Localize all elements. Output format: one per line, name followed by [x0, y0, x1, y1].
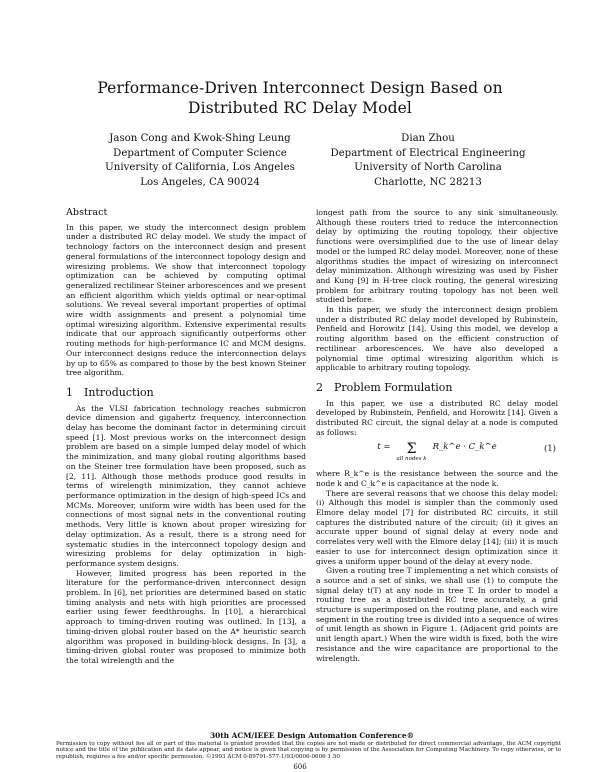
abstract-text: In this paper, we study the interconnect design problem under a distributed RC delay model. We study the impact of technology factors on the interconnect design and present general formulations of the interconnect topology design and wiresizing problems. We show that interconnect topology optimization can be achieved by computing optimal generalized rectilinear Steiner arborescences and we present an efficient algorithm which yields optimal or near-optimal solutions. We reveal several important properties of optimal wire width assignments and present a polynomial time optimal wiresizing algorithm. Extensive experimental results indicate that our approach significantly outperforms other routing methods for high-performance IC and MCM designs. Our interconnect designs reduce the interconnection delays by up to 65% as compared to those by the best known Steiner tree algorithm. — [66, 222, 306, 378]
conference-footer: 30th ACM/IEEE Design Automation Conference® — [209, 731, 415, 740]
problem-paragraph: where R_k^e is the resistance between the source and the node k and C_k^e is capacitance at the node k. — [316, 469, 558, 488]
intro-paragraph: As the VLSI fabrication technology reaches submicron device dimension and gigahertz frequency, interconnection delay has become the dominant factor in determining circuit speed [1]. Most previous works on the interconnect design problem are based on a simple lumped delay model of which the minimization, and many global routing algorithms based on the Steiner tree formulation have been proposed, such as [2, 11]. Although those methods produce good results in terms of wirelength minimization, they cannot achieve performance optimization in the design of high-speed ICs and MCMs. Moreover, uniform wire width has been used for the connections of most signal nets in the conventional routing methods. Very little is known about proper wiresizing for delay optimization. As a result, there is a strong need for systematic studies in the interconnect topology design and wiresizing problems for delay optimization in high-performance system designs. — [66, 403, 306, 568]
author-dept: Department of Computer Science — [113, 147, 287, 159]
page-number: 606 — [293, 763, 307, 771]
equation-number: (1) — [543, 444, 556, 455]
section-heading-problem — [316, 380, 558, 394]
author-names: Jason Cong and Kwok-Shing Leung — [109, 133, 291, 144]
paper-title-line1: Performance-Driven Interconnect Design Based on — [97, 79, 503, 97]
sigma-glyph: Σ — [406, 441, 417, 458]
problem-paragraph: There are several reasons that we choose this delay model: (i) Although this model is simpler than the commonly used Elmore delay model [7] for distributed RC circuits, it still captures the distributed nature of the circuit; (ii) it gives an accurate upper bound of signal delay at every node and correlates very well with the Elmore delay [14]; (iii) it is much easier to use for interconnect design optimization since it gives a uniform upper bound of the delay at every node. — [316, 488, 558, 566]
right-column — [316, 208, 558, 663]
author-city: Charlotte, NC 28213 — [374, 176, 482, 188]
author-dept: Department of Electrical Engineering — [330, 147, 526, 159]
author-block-left — [95, 132, 305, 190]
problem-paragraph: In this paper, we use a distributed RC delay model developed by Rubinstein, Penfield, and Horowitz [14]. Given a distributed RC circuit, the signal delay at a node is computed as follows: — [316, 398, 558, 437]
paper-title-line2: Distributed RC Delay Model — [188, 99, 412, 117]
section-title: Introduction — [84, 385, 154, 399]
abstract-heading: Abstract — [66, 207, 108, 218]
section-number: 1 — [66, 385, 73, 399]
author-city: Los Angeles, CA 90024 — [140, 176, 260, 188]
section-number: 2 — [316, 380, 323, 394]
problem-paragraph: Given a routing tree T implementing a net which consists of a source and a set of sinks, we shall use (1) to compute the signal delay t(T) at any node in tree T. In order to model a routing tree as a distributed RC tree accurately, a grid structure is superimposed on the routing plane, and each wire segment in the routing tree is divided into a sequence of wires of unit length as shown in Figure 1. (Adjacent grid points are unit length apart.) When the wire width is fixed, both the wire resistance and the wire capacitance are proportional to the wirelength. — [316, 566, 558, 663]
section-title: Problem Formulation — [334, 380, 453, 394]
summation-subscript: all nodes k — [396, 456, 427, 463]
author-univ: University of California, Los Angeles — [105, 162, 295, 173]
summation-symbol — [397, 443, 427, 465]
copyright-notice: Permission to copy without fee all or part of this material is granted provided that the copies are not made or distributed for direct commercial advantage, the ACM copyright notice and the title of the publication and its date appear, and notice is given that copying is by permission of the Association for Computing Machinery. To copy otherwise, or to republish, requires a fee and/or specific permission. ©1993 ACM 0-89791-577-1/93/0006-0606 1.50 — [56, 741, 561, 760]
author-names: Dian Zhou — [401, 133, 455, 144]
equation-rhs: R_k^e · C_k^e — [432, 442, 497, 453]
intro-paragraph-cont: longest path from the source to any sink simultaneously. Although these routers tried to reduce the interconnection delay by optimizing the routing topology, their objective functions were oversimplified due to the use of linear delay model or the lumped RC delay model. Moreover, none of these algorithms studies the impact of wiresizing on interconnect delay minimization. Although wiresizing was used by Fisher and Kung [9] in H-tree clock routing, the general wiresizing problem for arbitrary routing topology has not been well studied before. — [316, 208, 558, 305]
intro-paragraph: However, limited progress has been reported in the literature for the performance-driven interconnect design problem. In [6], net priorities are determined based on static timing analysis and nets with high priorities are processed earlier using fewer feedthroughs. In [10], a hierarchical approach to timing-driven routing was outlined. In [13], a timing-driven global router based on the A* heuristic search algorithm was proposed in building-block designs. In [3], a timing-driven global router was proposed to minimize both the total wirelength and the — [66, 568, 306, 665]
equation-lhs: t = — [377, 442, 391, 453]
left-column — [66, 208, 306, 666]
author-block-right — [318, 132, 538, 190]
intro-paragraph: In this paper, we study the interconnect design problem under a distributed RC delay model developed by Rubinstein, Penfield and Horowitz [14]. Using this model, we develop a routing algorithm based on the efficient construction of rectilinear arborescences. We have also developed a polynomial time optimal wiresizing algorithm which is applicable to arbitrary routing topology. — [316, 305, 558, 373]
section-heading-introduction — [66, 385, 306, 399]
author-univ: University of North Carolina — [354, 162, 502, 173]
equation-1 — [316, 443, 558, 465]
